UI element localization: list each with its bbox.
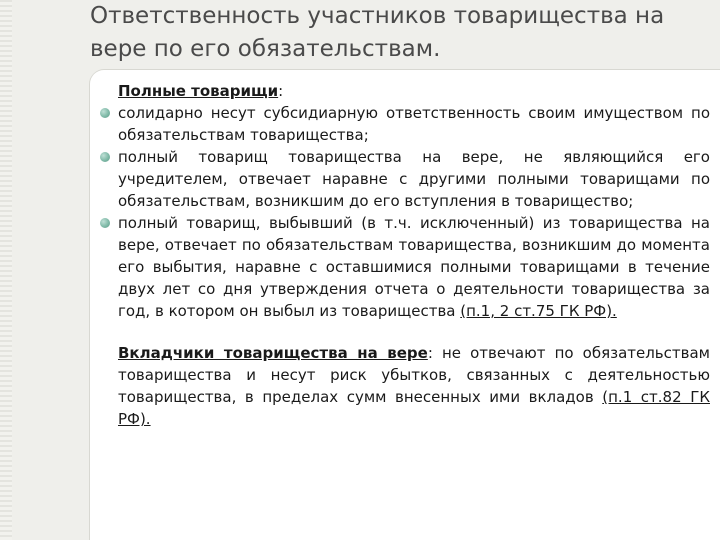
slide-body — [100, 80, 710, 430]
legal-reference: (п.1, 2 ст.75 ГК РФ). — [460, 302, 617, 320]
list-item-text: полный товарищ, выбывший (в т.ч. исключенный) из товарищества на вере, отвечает по обязательствам товарищества, возникшим до момента его выбытия, наравне с оставшимися полными товарищами в течение двух лет со дня утверждения отчета о деятельности товарищества за год, в котором он выбыл из товарищества — [118, 214, 710, 320]
full-partners-list — [100, 102, 710, 322]
full-partners-label: Полные товарищи — [118, 82, 279, 100]
investors-paragraph — [100, 342, 710, 430]
spacer — [100, 322, 710, 342]
list-item-text: полный товарищ товарищества на вере, не являющийся его учредителем, отвечает наравне с другими полными товарищами по обязательствам, возникшим до его вступления в товарищество; — [118, 148, 710, 210]
list-item — [100, 102, 710, 146]
investors-label: Вкладчики товарищества на вере — [118, 344, 428, 362]
bullet-icon — [100, 108, 110, 118]
decorative-stripes — [0, 0, 12, 540]
list-item — [100, 212, 710, 322]
list-item — [100, 146, 710, 212]
bullet-icon — [100, 218, 110, 228]
bullet-icon — [100, 152, 110, 162]
legal-reference: (п.1 ст.82 ГК РФ). — [118, 388, 710, 428]
investors-text: : не отвечают по обязательствам товарищества и несут риск убытков, связанных с деятельностью товарищества, в пределах сумм внесенных ими вкладов — [118, 344, 710, 406]
list-item-text: солидарно несут субсидиарную ответственность своим имуществом по обязательствам товарищества; — [118, 104, 710, 144]
slide-title: Ответственность участников товарищества на вере по его обязательствам. — [90, 3, 665, 62]
full-partners-label-suffix: : — [278, 82, 284, 100]
full-partners-heading — [100, 80, 710, 102]
